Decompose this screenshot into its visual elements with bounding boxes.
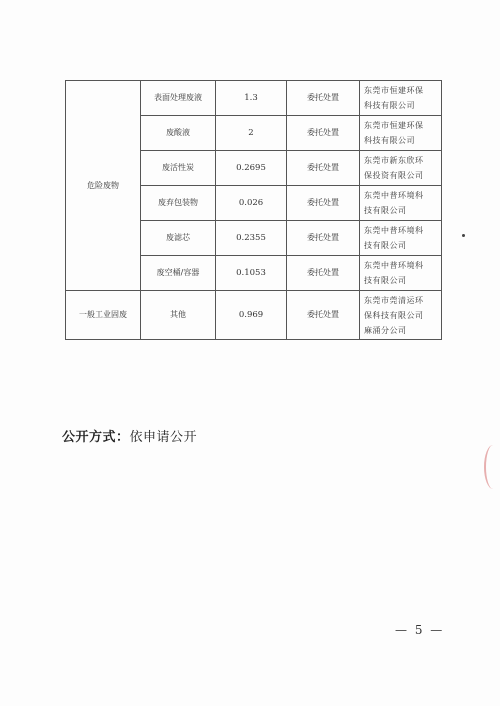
waste-disposal-table bbox=[65, 80, 442, 340]
waste-name-cell: 废弃包装物 bbox=[141, 186, 216, 221]
waste-name-cell: 废活性炭 bbox=[141, 151, 216, 186]
company-line: 保投资有限公司 bbox=[364, 171, 424, 180]
amount-cell: 0.2355 bbox=[216, 221, 287, 256]
company-line: 麻涌分公司 bbox=[364, 325, 407, 335]
company-line: 东莞中普环境科 bbox=[364, 191, 424, 200]
method-cell: 委托处置 bbox=[287, 81, 360, 116]
company-line: 科技有限公司 bbox=[364, 136, 415, 145]
table-row bbox=[66, 291, 442, 340]
company-line: 技有限公司 bbox=[364, 241, 407, 250]
disclosure-value: 依申请公开 bbox=[129, 430, 198, 445]
company-cell bbox=[360, 151, 442, 186]
disclosure-method bbox=[62, 426, 197, 445]
company-line: 东莞市新东欣环 bbox=[364, 156, 424, 165]
amount-cell: 1.3 bbox=[216, 81, 287, 116]
company-line: 东莞市恒建环保 bbox=[364, 121, 424, 130]
method-cell: 委托处置 bbox=[287, 291, 360, 340]
method-cell: 委托处置 bbox=[287, 186, 360, 221]
company-cell bbox=[360, 291, 442, 340]
waste-name-cell: 表面处理废液 bbox=[141, 81, 216, 116]
company-cell bbox=[360, 221, 442, 256]
waste-name-cell: 其他 bbox=[141, 291, 216, 340]
method-cell: 委托处置 bbox=[287, 116, 360, 151]
disclosure-label: 公开方式： bbox=[62, 430, 130, 445]
stray-mark bbox=[462, 234, 465, 237]
company-line: 东莞中普环境科 bbox=[364, 261, 424, 270]
waste-name-cell: 废滤芯 bbox=[141, 221, 216, 256]
category-cell: 一般工业固废 bbox=[66, 291, 141, 340]
amount-cell: 0.1053 bbox=[216, 256, 287, 291]
category-cell: 危险废物 bbox=[66, 81, 141, 291]
amount-cell: 2 bbox=[216, 116, 287, 151]
waste-name-cell: 废酸液 bbox=[141, 116, 216, 151]
company-cell bbox=[360, 81, 442, 116]
company-line: 东莞市恒建环保 bbox=[364, 86, 424, 95]
company-line: 科技有限公司 bbox=[364, 101, 415, 110]
company-cell bbox=[360, 116, 442, 151]
company-line: 东莞中普环境科 bbox=[364, 226, 424, 235]
seal-stamp-edge bbox=[484, 445, 500, 489]
amount-cell: 0.2695 bbox=[216, 151, 287, 186]
method-cell: 委托处置 bbox=[287, 256, 360, 291]
table-row bbox=[66, 81, 442, 116]
company-line: 保科技有限公司 bbox=[364, 310, 424, 320]
company-line: 东莞市莞清运环 bbox=[364, 295, 424, 305]
company-cell bbox=[360, 256, 442, 291]
amount-cell: 0.969 bbox=[216, 291, 287, 340]
company-line: 技有限公司 bbox=[364, 276, 407, 285]
company-cell bbox=[360, 186, 442, 221]
page-number: — 5 — bbox=[395, 623, 445, 637]
company-line: 技有限公司 bbox=[364, 206, 407, 215]
method-cell: 委托处置 bbox=[287, 221, 360, 256]
method-cell: 委托处置 bbox=[287, 151, 360, 186]
amount-cell: 0.026 bbox=[216, 186, 287, 221]
waste-name-cell: 废空桶/容器 bbox=[141, 256, 216, 291]
